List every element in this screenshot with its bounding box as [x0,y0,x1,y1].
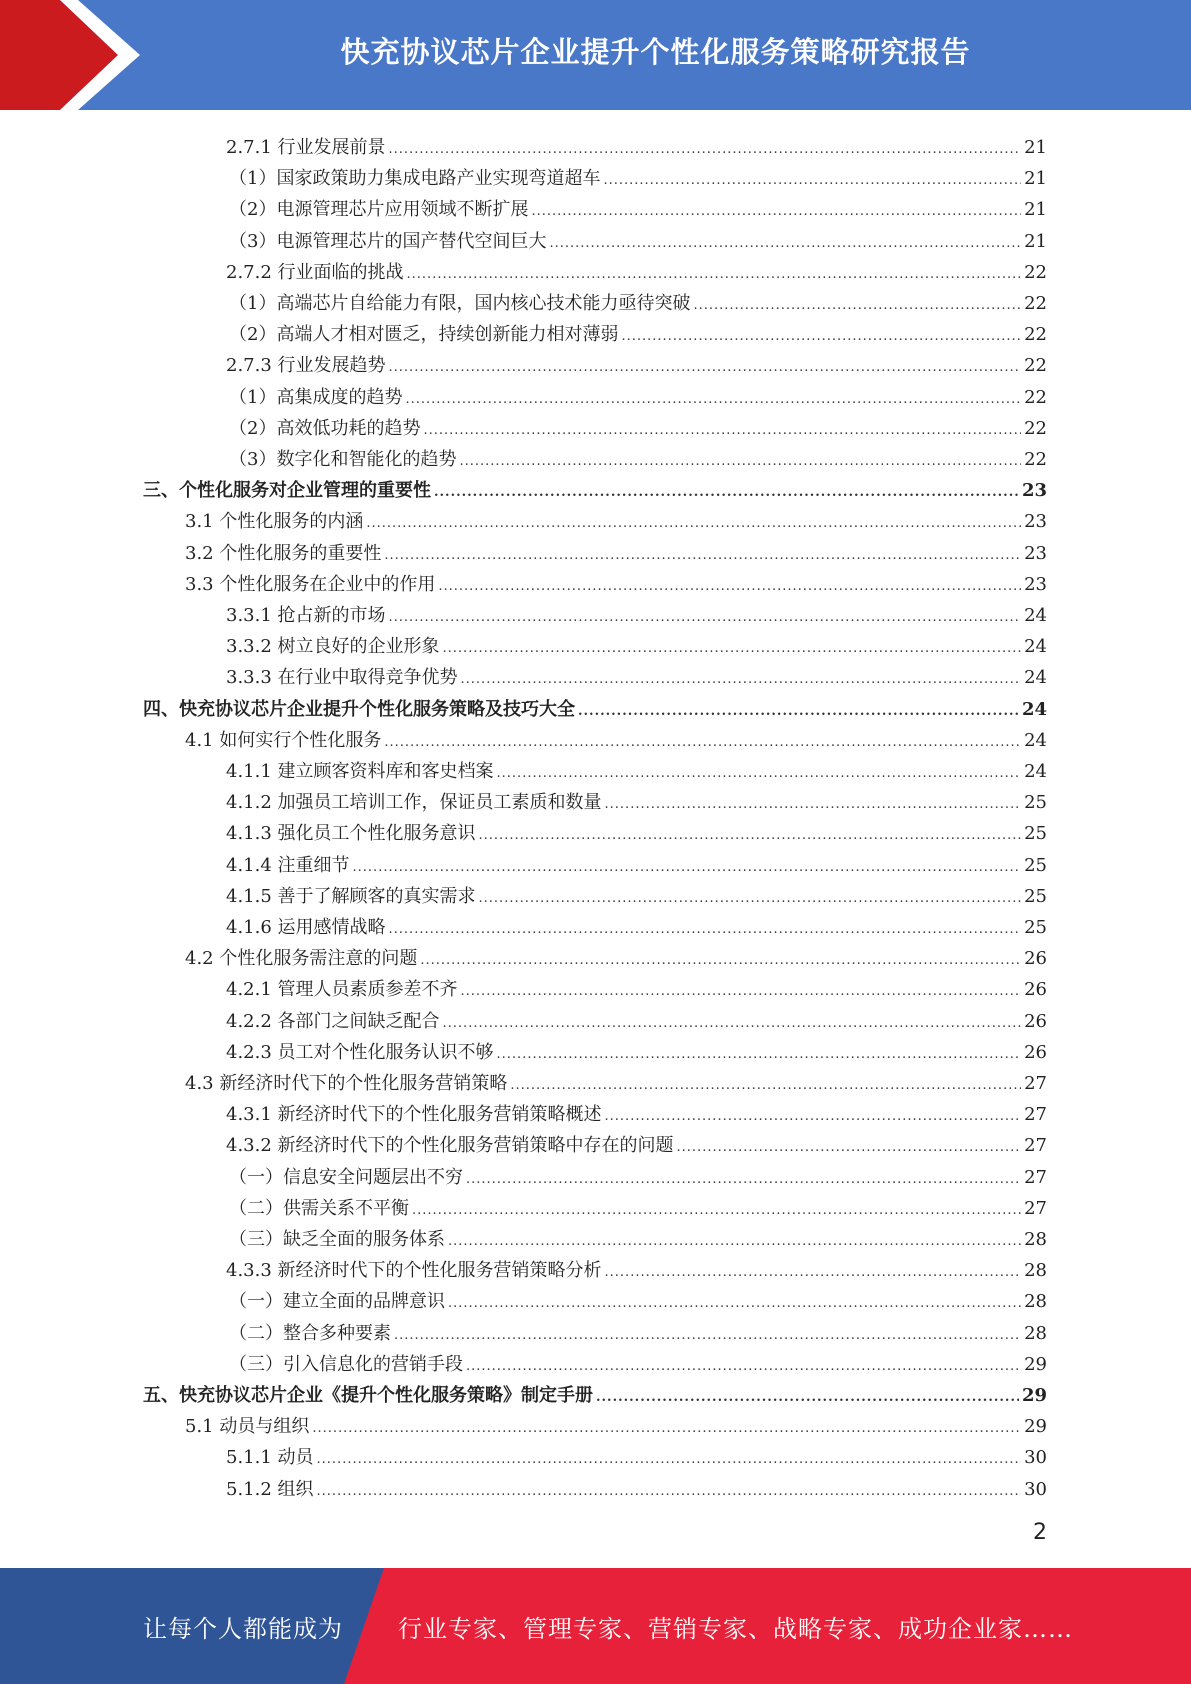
toc-entry[interactable] [143,471,1047,502]
toc-entry[interactable] [226,1470,1047,1501]
toc-entry[interactable] [229,1314,1047,1345]
toc-entry-title: 4.3.3 新经济时代下的个性化服务营销策略分析 [226,1260,602,1282]
toc-leader-dots [677,1139,1022,1157]
toc-entry[interactable] [229,378,1047,409]
toc-entry[interactable] [226,1095,1047,1126]
toc-entry[interactable] [229,190,1047,221]
toc-entry-title: 5.1 动员与组织 [185,1416,310,1438]
toc-leader-dots [497,1046,1022,1064]
toc-entry-title: 3.3.3 在行业中取得竞争优势 [226,667,458,689]
toc-leader-dots [394,1327,1021,1345]
toc-entry-page: 26 [1024,1041,1047,1063]
toc-entry[interactable] [226,1033,1047,1064]
toc-entry-page: 28 [1024,1291,1047,1313]
toc-entry-title: 4.2 个性化服务需注意的问题 [185,948,418,970]
toc-entry-page: 29 [1024,1353,1047,1375]
toc-leader-dots [423,422,1021,440]
toc-entry-title: （二）整合多种要素 [229,1322,391,1344]
toc-entry-title: 4.2.2 各部门之间缺乏配合 [226,1010,440,1032]
toc-leader-dots [578,703,1019,721]
toc-entry-page: 27 [1024,1073,1047,1094]
toc-entry[interactable] [229,1189,1047,1220]
toc-entry-page: 27 [1024,1135,1047,1157]
toc-entry-title: 三、个性化服务对企业管理的重要性 [143,480,431,502]
toc-entry[interactable] [229,440,1047,471]
toc-leader-dots [434,484,1019,502]
toc-entry-title: （3）电源管理芯片的国产替代空间巨大 [229,230,547,252]
toc-leader-dots [605,1108,1022,1126]
toc-entry-page: 29 [1024,1416,1047,1438]
toc-entry-page: 22 [1024,417,1047,439]
toc-leader-dots [603,172,1021,190]
toc-entry[interactable] [226,908,1047,939]
toc-entry-title: 3.3.2 树立良好的企业形象 [226,636,440,658]
toc-leader-dots [497,765,1022,783]
toc-entry-page: 21 [1024,199,1047,221]
toc-entry[interactable] [229,1158,1047,1189]
toc-entry-title: 4.3 新经济时代下的个性化服务营销策略 [185,1073,508,1094]
toc-entry-page: 21 [1024,137,1047,158]
toc-leader-dots [389,921,1022,939]
toc-leader-dots [438,578,1021,596]
toc-leader-dots [384,547,1021,565]
toc-entry-page: 25 [1024,792,1047,814]
toc-entry-page: 23 [1024,511,1047,533]
toc-entry-page: 29 [1021,1385,1047,1406]
toc-leader-dots [448,1233,1021,1251]
toc-entry-title: （1）高端芯片自给能力有限，国内核心技术能力亟待突破 [229,293,691,314]
toc-entry-title: （三）引入信息化的营销手段 [229,1353,463,1375]
toc-entry-page: 25 [1024,885,1047,907]
toc-entry-page: 24 [1024,729,1047,751]
toc-entry-page: 26 [1024,979,1047,1001]
toc-leader-dots [384,734,1021,752]
toc-entry-title: 4.1.5 善于了解顾客的真实需求 [226,885,476,907]
toc-entry-page: 30 [1024,1447,1047,1469]
toc-leader-dots [461,983,1022,1001]
toc-leader-dots [479,890,1022,908]
toc-entry-title: 4.2.3 员工对个性化服务认识不够 [226,1041,494,1063]
toc-entry-title: 4.3.2 新经济时代下的个性化服务营销策略中存在的问题 [226,1135,674,1157]
toc-entry-page: 22 [1024,386,1047,408]
toc-entry[interactable] [226,752,1047,783]
toc-entry-page: 28 [1024,1229,1047,1250]
toc-entry-title: 四、快充协议芯片企业提升个性化服务策略及技巧大全 [143,698,575,720]
toc-leader-dots [479,827,1022,845]
toc-entry[interactable] [226,846,1047,877]
toc-entry[interactable] [229,284,1047,315]
toc-entry-title: 五、快充协议芯片企业《提升个性化服务策略》制定手册 [143,1385,593,1406]
toc-entry-page: 22 [1024,293,1047,314]
toc-entry-title: （3）数字化和智能化的趋势 [229,449,457,470]
toc-leader-dots [531,203,1021,221]
toc-leader-dots [510,1077,1021,1095]
toc-leader-dots [596,1389,1019,1407]
toc-leader-dots [621,328,1021,346]
toc-entry[interactable] [226,1126,1047,1157]
toc-entry-page: 21 [1024,230,1047,252]
toc-entry-title: 2.7.1 行业发展前景 [226,137,386,158]
page-number: 2 [1033,1520,1047,1545]
toc-entry-title: （2）电源管理芯片应用领域不断扩展 [229,199,529,221]
toc-leader-dots [405,391,1021,409]
toc-entry[interactable] [185,1064,1047,1095]
toc-leader-dots [466,1171,1021,1189]
toc-entry-title: （一）信息安全问题层出不穷 [229,1166,463,1188]
toc-entry-title: 3.1 个性化服务的内涵 [185,511,364,533]
toc-leader-dots [461,671,1022,689]
toc-entry-page: 25 [1024,854,1047,876]
toc-entry-title: 3.3 个性化服务在企业中的作用 [185,573,436,595]
toc-leader-dots [605,796,1022,814]
toc-leader-dots [466,1358,1021,1376]
toc-entry-page: 24 [1024,761,1047,782]
toc-entry-page: 22 [1024,355,1047,377]
toc-entry[interactable] [226,1251,1047,1282]
toc-entry-page: 28 [1024,1260,1047,1282]
toc-entry[interactable] [226,1002,1047,1033]
toc-entry-title: （1）国家政策助力集成电路产业实现弯道超车 [229,168,601,190]
toc-entry[interactable] [226,346,1047,377]
toc-leader-dots [443,1015,1022,1033]
toc-entry-title: （2）高端人才相对匮乏，持续创新能力相对薄弱 [229,324,619,346]
toc-entry-page: 23 [1024,573,1047,595]
toc-entry[interactable] [229,1282,1047,1313]
toc-entry[interactable] [229,159,1047,190]
toc-entry-page: 25 [1024,823,1047,845]
toc-leader-dots [317,1483,1022,1501]
toc-entry-page: 21 [1024,168,1047,190]
toc-entry[interactable] [226,658,1047,689]
toc-entry-page: 24 [1024,605,1047,626]
toc-entry-title: 3.2 个性化服务的重要性 [185,542,382,564]
toc-leader-dots [389,359,1022,377]
toc-entry-page: 30 [1024,1478,1047,1500]
toc-leader-dots [389,141,1022,159]
toc-entry[interactable] [226,783,1047,814]
toc-entry-title: （二）供需关系不平衡 [229,1197,409,1219]
toc-entry-title: （2）高效低功耗的趋势 [229,417,421,439]
toc-entry-title: 4.3.1 新经济时代下的个性化服务营销策略概述 [226,1104,602,1126]
toc-entry-page: 28 [1024,1322,1047,1344]
toc-leader-dots [353,859,1022,877]
toc-entry[interactable] [185,502,1047,533]
toc-entry-page: 27 [1024,1166,1047,1188]
footer-slogan-right: 行业专家、管理专家、营销专家、战略专家、成功企业家…… [398,1614,1073,1643]
toc-entry-page: 26 [1024,1010,1047,1032]
toc-entry[interactable] [226,877,1047,908]
toc-entry-page: 23 [1024,542,1047,564]
toc-entry-title: （1）高集成度的趋势 [229,386,403,408]
toc-entry-page: 22 [1024,261,1047,283]
toc-leader-dots [317,1451,1022,1469]
footer-slogan-left: 让每个人都能成为 [143,1614,343,1643]
toc-entry[interactable] [226,970,1047,1001]
toc-leader-dots [459,453,1021,471]
toc-entry[interactable] [229,1220,1047,1251]
toc-entry[interactable] [229,222,1047,253]
toc-entry-title: 5.1.2 组织 [226,1478,314,1500]
toc-entry-page: 24 [1021,698,1047,720]
toc-entry-title: 3.3.1 抢占新的市场 [226,605,386,626]
toc-entry[interactable] [185,939,1047,970]
toc-leader-dots [420,952,1021,970]
toc-leader-dots [605,1264,1022,1282]
toc-leader-dots [693,297,1021,315]
toc-entry[interactable] [143,1376,1047,1407]
toc-entry[interactable] [226,1438,1047,1469]
toc-leader-dots [443,640,1022,658]
toc-entry-page: 27 [1024,1197,1047,1219]
toc-entry-page: 25 [1024,917,1047,938]
toc-entry-title: 2.7.2 行业面临的挑战 [226,261,404,283]
toc-entry[interactable] [226,128,1047,159]
toc-entry-title: 4.1 如何实行个性化服务 [185,729,382,751]
page-footer [0,1568,1191,1684]
toc-entry-title: 4.1.1 建立顾客资料库和客史档案 [226,761,494,782]
toc-leader-dots [366,515,1021,533]
toc-leader-dots [412,1202,1021,1220]
toc-entry[interactable] [226,627,1047,658]
toc-leader-dots [407,266,1022,284]
toc-entry-page: 22 [1024,449,1047,470]
document-title: 快充协议芯片企业提升个性化服务策略研究报告 [340,34,971,69]
toc-entry-page: 24 [1024,667,1047,689]
toc-entry-title: 4.2.1 管理人员素质参差不齐 [226,979,458,1001]
toc-entry[interactable] [226,814,1047,845]
toc-leader-dots [312,1420,1021,1438]
toc-entry[interactable] [185,721,1047,752]
toc-entry-title: 4.1.4 注重细节 [226,854,350,876]
toc-leader-dots [448,1295,1021,1313]
page-header [0,0,1191,110]
toc-entry-title: 4.1.2 加强员工培训工作，保证员工素质和数量 [226,792,602,814]
toc-leader-dots [389,609,1022,627]
toc-entry[interactable] [229,409,1047,440]
toc-entry-page: 23 [1021,480,1047,502]
toc-entry-page: 24 [1024,636,1047,658]
toc-entry[interactable] [229,1345,1047,1376]
toc-entry-page: 26 [1024,948,1047,970]
toc-entry[interactable] [226,253,1047,284]
toc-entry-title: （一）建立全面的品牌意识 [229,1291,445,1313]
toc-entry-page: 27 [1024,1104,1047,1126]
toc-entry-title: 4.1.6 运用感情战略 [226,917,386,938]
toc-entry[interactable] [143,690,1047,721]
toc-entry-title: （三）缺乏全面的服务体系 [229,1229,445,1250]
toc-entry[interactable] [185,534,1047,565]
toc-entry-title: 2.7.3 行业发展趋势 [226,355,386,377]
toc-entry-page: 22 [1024,324,1047,346]
toc-entry[interactable] [185,565,1047,596]
toc-entry-title: 4.1.3 强化员工个性化服务意识 [226,823,476,845]
toc-leader-dots [549,235,1021,253]
toc-entry-title: 5.1.1 动员 [226,1447,314,1469]
toc-entry[interactable] [229,315,1047,346]
toc-entry[interactable] [185,1407,1047,1438]
toc-entry[interactable] [226,596,1047,627]
